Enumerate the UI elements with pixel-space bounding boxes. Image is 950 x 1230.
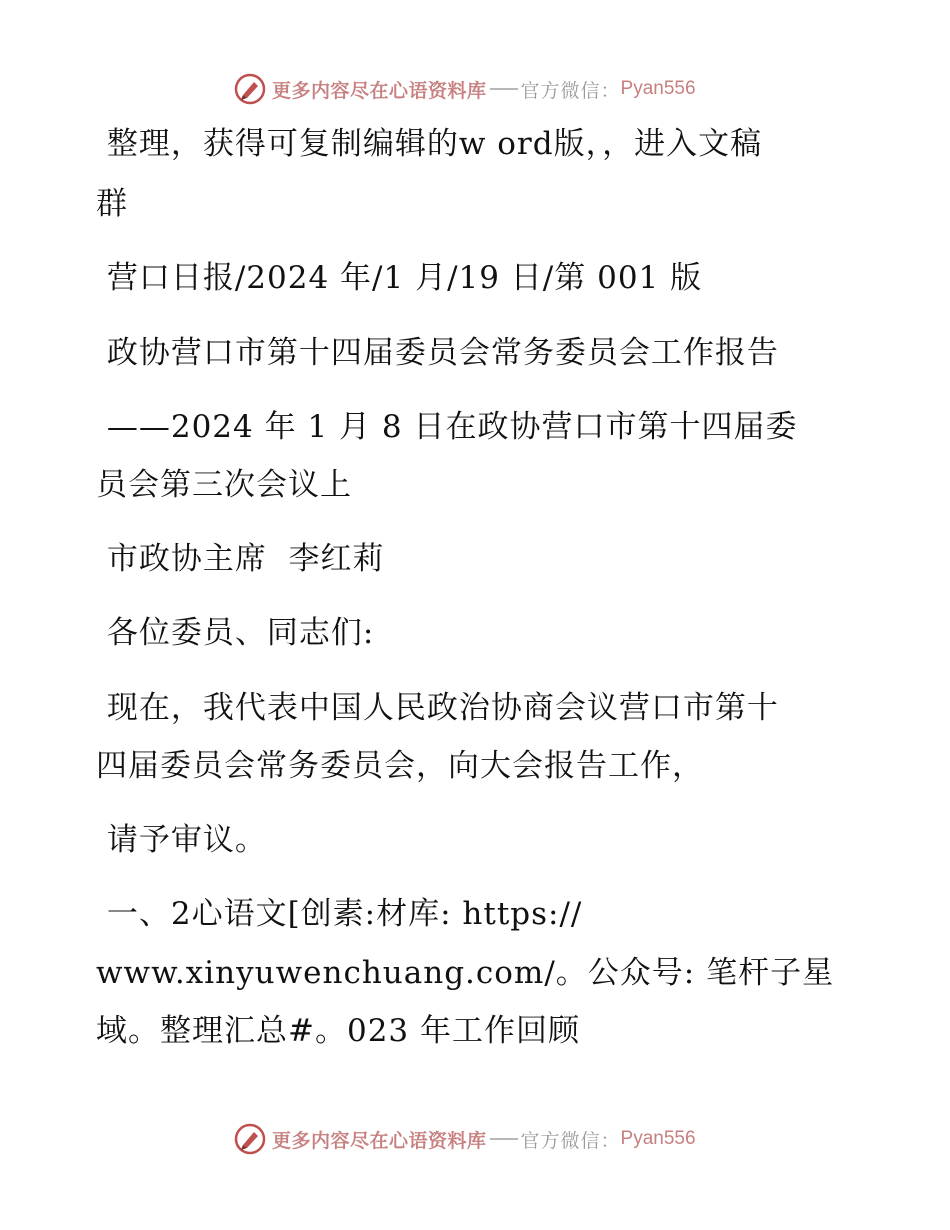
body-line-11: 请予审议。 <box>96 822 267 858</box>
body-line-3: 营口日报/2024 年/1 月/19 日/第 001 版 <box>96 260 703 296</box>
body-line-12: 一、2心语文[创素:材库: https:// <box>96 896 583 932</box>
pen-logo-icon <box>234 73 266 105</box>
body-line-14: 域。整理汇总#。023 年工作回顾 <box>96 1013 580 1049</box>
body-line-1: 整理，获得可复制编辑的w ord版，，进入文稿 <box>96 126 763 162</box>
body-line-13: www.xinyuwenchuang.com/。公众号: 笔杆子星 <box>96 955 835 991</box>
body-line-5: ——2024 年 1 月 8 日在政协营口市第十四届委 <box>96 409 798 445</box>
body-line-7: 市政协主席 李红莉 <box>96 541 385 577</box>
footer-dash <box>490 1138 518 1140</box>
footer-site-text: 更多内容尽在心语资料库 <box>272 1129 487 1152</box>
body-line-10: 四届委员会常务委员会，向大会报告工作， <box>96 748 704 784</box>
footer-wechat-id: Pyan556 <box>620 1128 696 1149</box>
footer-watermark-banner <box>234 1122 696 1156</box>
body-line-6: 员会第三次会议上 <box>96 467 352 503</box>
body-line-4: 政协营口市第十四届委员会常务委员会工作报告 <box>96 335 779 371</box>
pen-logo-icon <box>234 1123 266 1155</box>
body-line-2: 群 <box>96 186 128 222</box>
header-site-text: 更多内容尽在心语资料库 <box>272 79 487 102</box>
body-line-8: 各位委员、同志们: <box>96 615 375 651</box>
header-wechat-label: 官方微信： <box>520 79 621 102</box>
header-dash <box>490 88 518 90</box>
header-wechat-id: Pyan556 <box>620 78 696 99</box>
footer-wechat-label: 官方微信： <box>520 1129 621 1152</box>
header-watermark-banner <box>234 72 696 106</box>
body-line-9: 现在，我代表中国人民政治协商会议营口市第十 <box>96 690 779 726</box>
